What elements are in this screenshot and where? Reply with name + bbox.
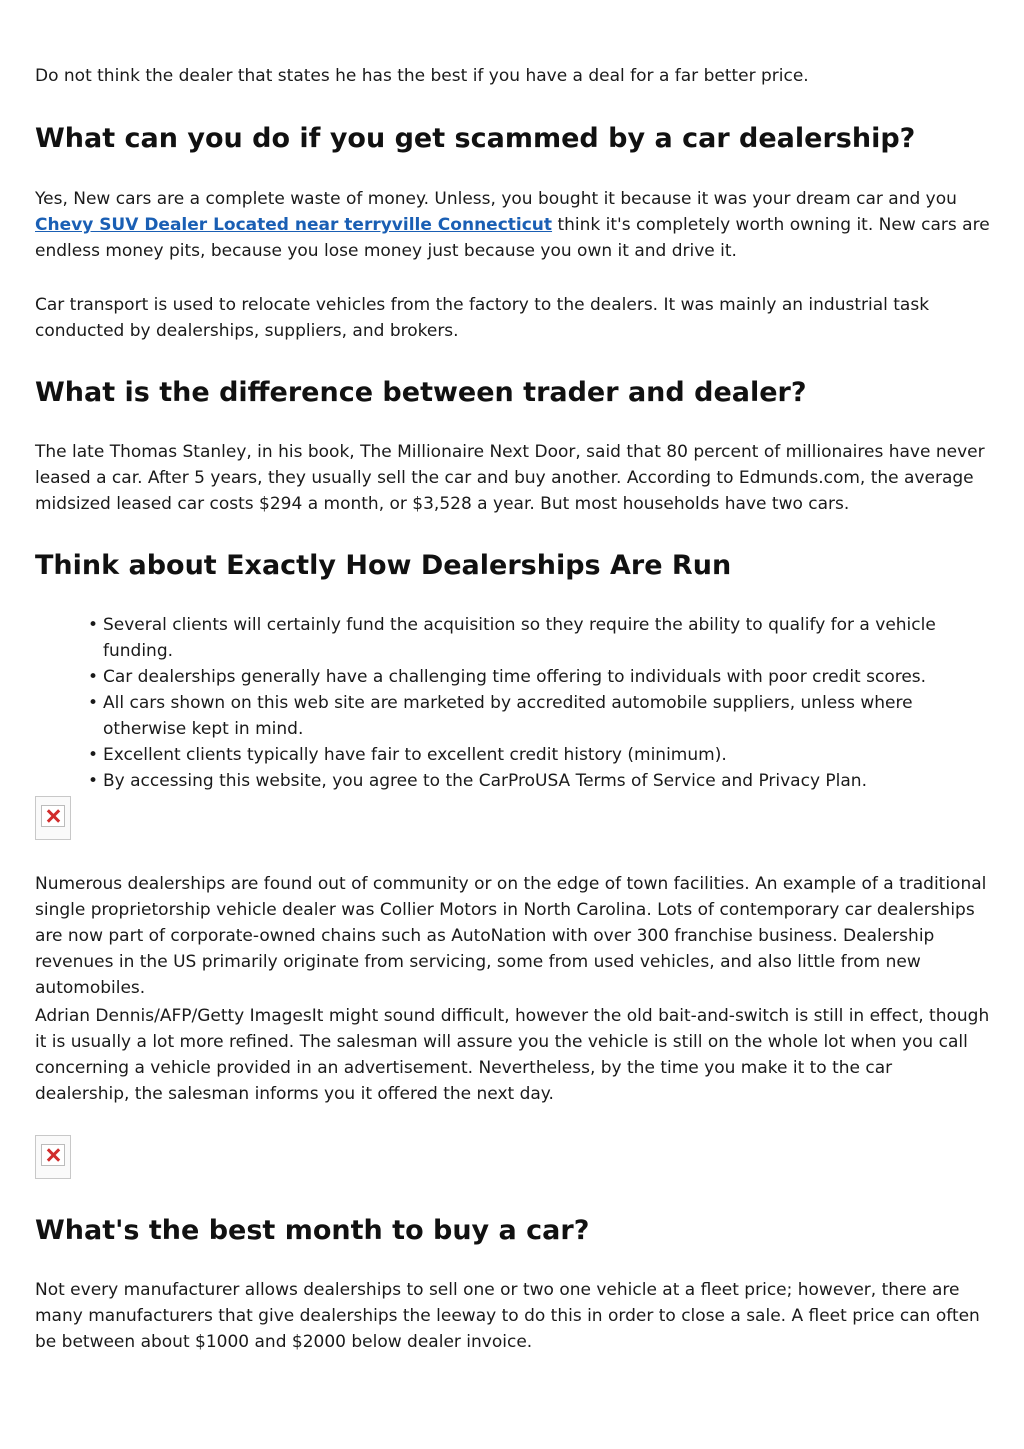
heading-best-month: What's the best month to buy a car? — [35, 1215, 590, 1246]
paragraph-fleet-price: Not every manufacturer allows dealerships to sell one or two one vehicle at a fleet price; however, there are many manufacturers that give dealerships the leeway to do this in order to close a sale. A fleet price can often be between about $1000 and $2000 below dealer invoice. — [35, 1280, 980, 1352]
heading-how-run: Think about Exactly How Dealerships Are Run — [35, 550, 732, 581]
list-item: • Car dealerships generally have a challenging time offering to individuals with poor credit scores. — [103, 664, 995, 690]
paragraph-intro: Do not think the dealer that states he has the best if you have a deal for a far better price. — [35, 66, 809, 86]
paragraph-car-transport: Car transport is used to relocate vehicles from the factory to the dealers. It was mainly an industrial task conducted by dealerships, suppliers, and brokers. — [35, 295, 930, 341]
paragraph-millionaire: The late Thomas Stanley, in his book, The Millionaire Next Door, said that 80 percent of millionaires have never leased a car. After 5 years, they usually sell the car and buy another. According to Edmunds.com, the average midsized leased car costs $294 a month, or $3,528 a year. But most households have two cars. — [35, 442, 985, 514]
list-item: • By accessing this website, you agree to the CarProUSA Terms of Service and Privacy Plan. — [103, 768, 995, 794]
paragraph-bait-switch: Adrian Dennis/AFP/Getty ImagesIt might sound difficult, however the old bait-and-switch is still in effect, though it is usually a lot more refined. The salesman will assure you the vehicle is still on the whole lot when you call concerning a vehicle provided in an advertisement. Nevertheless, by the time you make it to the car dealership, the salesman informs you it offered the next day. — [35, 1006, 990, 1104]
dealership-list — [35, 612, 995, 794]
list-item: • All cars shown on this web site are marketed by accredited automobile suppliers, unless where otherwise kept in mind. — [103, 690, 995, 742]
list-item: • Several clients will certainly fund the acquisition so they require the ability to qualify for a vehicle funding. — [103, 612, 995, 664]
heading-trader-dealer: What is the difference between trader and dealer? — [35, 377, 807, 408]
dealer-link[interactable]: Chevy SUV Dealer Located near terryville Connecticut — [35, 215, 553, 235]
paragraph-dealership-locations: Numerous dealerships are found out of community or on the edge of town facilities. An example of a traditional single proprietorship vehicle dealer was Collier Motors in North Carolina. Lots of contemporary car dealerships are now part of corporate-owned chains such as AutoNation with over 300 franchise business. Dealership revenues in the US primarily originate from servicing, some from used vehicles, and also little from new automobiles. — [35, 874, 987, 998]
paragraph-new-cars-text-before: Yes, New cars are a complete waste of money. Unless, you bought it because it was your dream car and you — [35, 189, 957, 209]
paragraph-new-cars — [35, 186, 990, 264]
broken-image-icon — [35, 1135, 71, 1179]
list-item: • Excellent clients typically have fair to excellent credit history (minimum). — [103, 742, 995, 768]
broken-image-icon — [35, 796, 71, 840]
heading-scammed: What can you do if you get scammed by a car dealership? — [35, 123, 916, 154]
paragraph-new-cars-text-after: think it's completely worth owning it. New cars are endless money pits, because you lose money just because you own it and drive it. — [35, 215, 990, 261]
